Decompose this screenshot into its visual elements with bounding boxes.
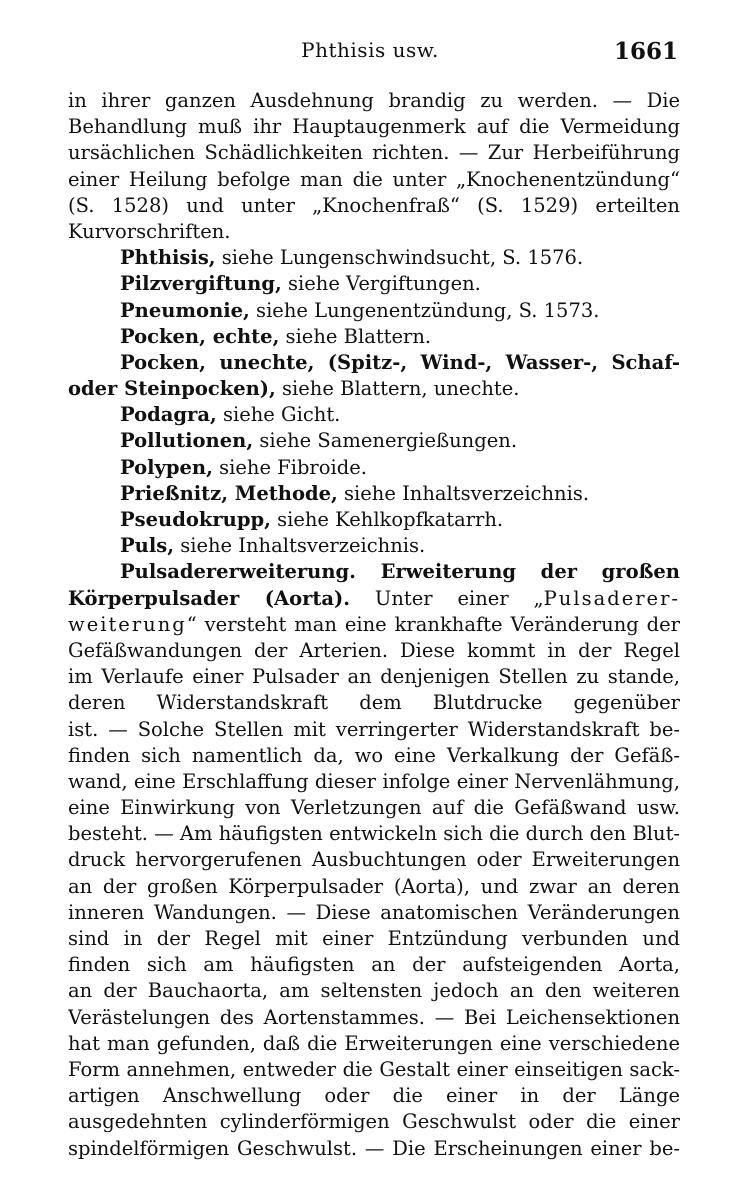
text-line: [68, 140, 680, 166]
text-segment: siehe Fibroide.: [212, 455, 367, 479]
text-segment: siehe Gicht.: [216, 403, 341, 427]
text-segment: im Verlaufe einer Pulsader an denjenigen Stellen zu stande,: [68, 665, 680, 689]
text-line: [68, 664, 680, 690]
text-line: [68, 533, 680, 559]
text-segment: siehe Blattern.: [279, 324, 432, 348]
text-line: [68, 376, 680, 402]
text-line: [68, 952, 680, 978]
text-segment: finden sich namentlich da, wo eine Verkalkung der Gefäß-: [68, 743, 680, 767]
text-line: [68, 978, 680, 1004]
text-line: [68, 350, 680, 376]
text-segment: an der großen Körperpulsader (Aorta), und zwar an deren: [68, 874, 680, 898]
text-line: [68, 219, 680, 245]
text-line: [68, 847, 680, 873]
text-segment: wand, eine Erschlaffung dieser infolge einer Nervenlähmung,: [68, 769, 680, 793]
text-line: [68, 717, 680, 743]
text-segment: finden sich am häufigsten an der aufsteigenden Aorta,: [68, 953, 680, 977]
text-line: [68, 428, 680, 454]
text-line: [68, 926, 680, 952]
entry-term: Prießnitz, Methode,: [120, 481, 338, 505]
text-line: [68, 298, 680, 324]
entry-term: oder Steinpocken),: [68, 377, 276, 401]
text-segment: deren Widerstandskraft dem Blutdrucke gegenüber: [68, 691, 680, 715]
text-line: [68, 114, 680, 140]
text-line: [68, 821, 680, 847]
text-segment: hat man gefunden, daß die Erweiterungen eine verschiedene: [68, 1031, 680, 1055]
text-segment: in ihrer ganzen Ausdehnung brandig zu werden. — Die: [68, 89, 680, 112]
entry-term: Pocken, unechte, (Spitz-, Wind-, Wasser-, Schaf-: [120, 350, 680, 374]
text-segment: siehe Blattern, unechte.: [275, 377, 520, 401]
text-segment: siehe Kehlkopfkatarrh.: [270, 508, 504, 531]
body-text: [68, 88, 680, 1162]
entry-term: Pseudokrupp,: [120, 508, 271, 531]
text-line: [68, 586, 680, 612]
text-line: [68, 1136, 680, 1162]
text-line: [68, 638, 680, 664]
text-segment: siehe Inhaltsverzeichnis.: [174, 534, 426, 558]
text-line: [68, 402, 680, 428]
text-line: [68, 900, 680, 926]
entry-term: Körperpulsader (Aorta).: [68, 586, 351, 610]
text-line: [68, 612, 680, 638]
text-segment: (S. 1528) und unter „Knochenfraß“ (S. 1529) erteilten: [68, 193, 680, 217]
entry-term: Pollutionen,: [120, 429, 254, 453]
text-line: [68, 1031, 680, 1057]
text-segment: Kurvorschriften.: [68, 219, 231, 243]
page-number: 1661: [613, 38, 678, 65]
entry-term: Phthisis,: [120, 246, 216, 270]
text-segment: siehe Lungenschwindsucht, S. 1576.: [215, 246, 584, 270]
text-segment: weiterung: [68, 612, 187, 636]
text-segment: ist. — Solche Stellen mit verringerter Widerstandskraft be-: [68, 717, 680, 741]
text-segment: artigen Anschwellung oder die einer in der Länge: [68, 1084, 680, 1108]
text-segment: eine Einwirkung von Verletzungen auf die Gefäßwand usw.: [68, 796, 680, 820]
text-line: [68, 271, 680, 297]
text-line: [68, 245, 680, 271]
entry-term: Pulsadererweiterung. Erweiterung der großen: [120, 560, 680, 584]
text-segment: sind in der Regel mit einer Entzündung verbunden und: [68, 927, 680, 950]
running-title: Phthisis usw.: [301, 38, 439, 62]
text-line: [68, 1057, 680, 1083]
text-line: [68, 874, 680, 900]
text-segment: spindelförmigen Geschwulst. — Die Erscheinungen einer be-: [68, 1136, 680, 1160]
text-segment: siehe Inhaltsverzeichnis.: [337, 481, 590, 505]
text-segment: an der Bauchaorta, am seltensten jedoch an den weiteren: [68, 979, 680, 1003]
page-header: [0, 38, 740, 68]
entry-term: Podagra,: [120, 403, 217, 427]
text-line: [68, 690, 680, 716]
text-segment: inneren Wandungen. — Diese anatomischen Veränderungen: [68, 900, 680, 924]
text-segment: “ versteht man eine krankhafte Veränderung der: [186, 612, 680, 636]
text-segment: einer Heilung befolge man die unter „Knochenentzündung“: [68, 167, 680, 191]
text-segment: siehe Vergiftungen.: [281, 272, 481, 296]
entry-term: Pilzvergiftung,: [120, 272, 282, 296]
text-segment: Unter einer „: [350, 586, 544, 610]
entry-term: Pocken, echte,: [120, 324, 280, 348]
text-line: [68, 1083, 680, 1109]
text-segment: ausgedehnten cylinderförmigen Geschwulst oder die einer: [68, 1110, 680, 1134]
text-line: [68, 743, 680, 769]
text-segment: Form annehmen, entweder die Gestalt einer einseitigen sack-: [68, 1057, 680, 1081]
text-line: [68, 88, 680, 114]
entry-term: Polypen,: [120, 455, 213, 479]
text-segment: Behandlung muß ihr Hauptaugenmerk auf die Vermeidung: [68, 115, 680, 139]
text-line: [68, 481, 680, 507]
text-line: [68, 193, 680, 219]
text-line: [68, 324, 680, 350]
text-line: [68, 795, 680, 821]
text-line: [68, 559, 680, 585]
text-segment: besteht. — Am häufigsten entwickeln sich die durch den Blut-: [68, 822, 680, 846]
entry-term: Puls,: [120, 534, 175, 558]
text-line: [68, 769, 680, 795]
text-segment: siehe Samenergießungen.: [253, 429, 518, 453]
text-line: [68, 455, 680, 481]
text-line: [68, 167, 680, 193]
text-segment: Verästelungen des Aortenstammes. — Bei Leichensektionen: [68, 1005, 680, 1029]
text-segment: druck hervorgerufenen Ausbuchtungen oder Erweiterungen: [68, 848, 680, 872]
text-segment: Pulsaderer-: [543, 586, 680, 610]
text-line: [68, 1005, 680, 1031]
entry-term: Pneumonie,: [120, 298, 250, 322]
text-segment: siehe Lungenentzündung, S. 1573.: [249, 298, 600, 322]
text-line: [68, 507, 680, 533]
text-segment: ursächlichen Schädlichkeiten richten. — Zur Herbeiführung: [68, 141, 680, 165]
text-segment: Gefäßwandungen der Arterien. Diese kommt in der Regel: [68, 638, 680, 662]
text-line: [68, 1109, 680, 1135]
